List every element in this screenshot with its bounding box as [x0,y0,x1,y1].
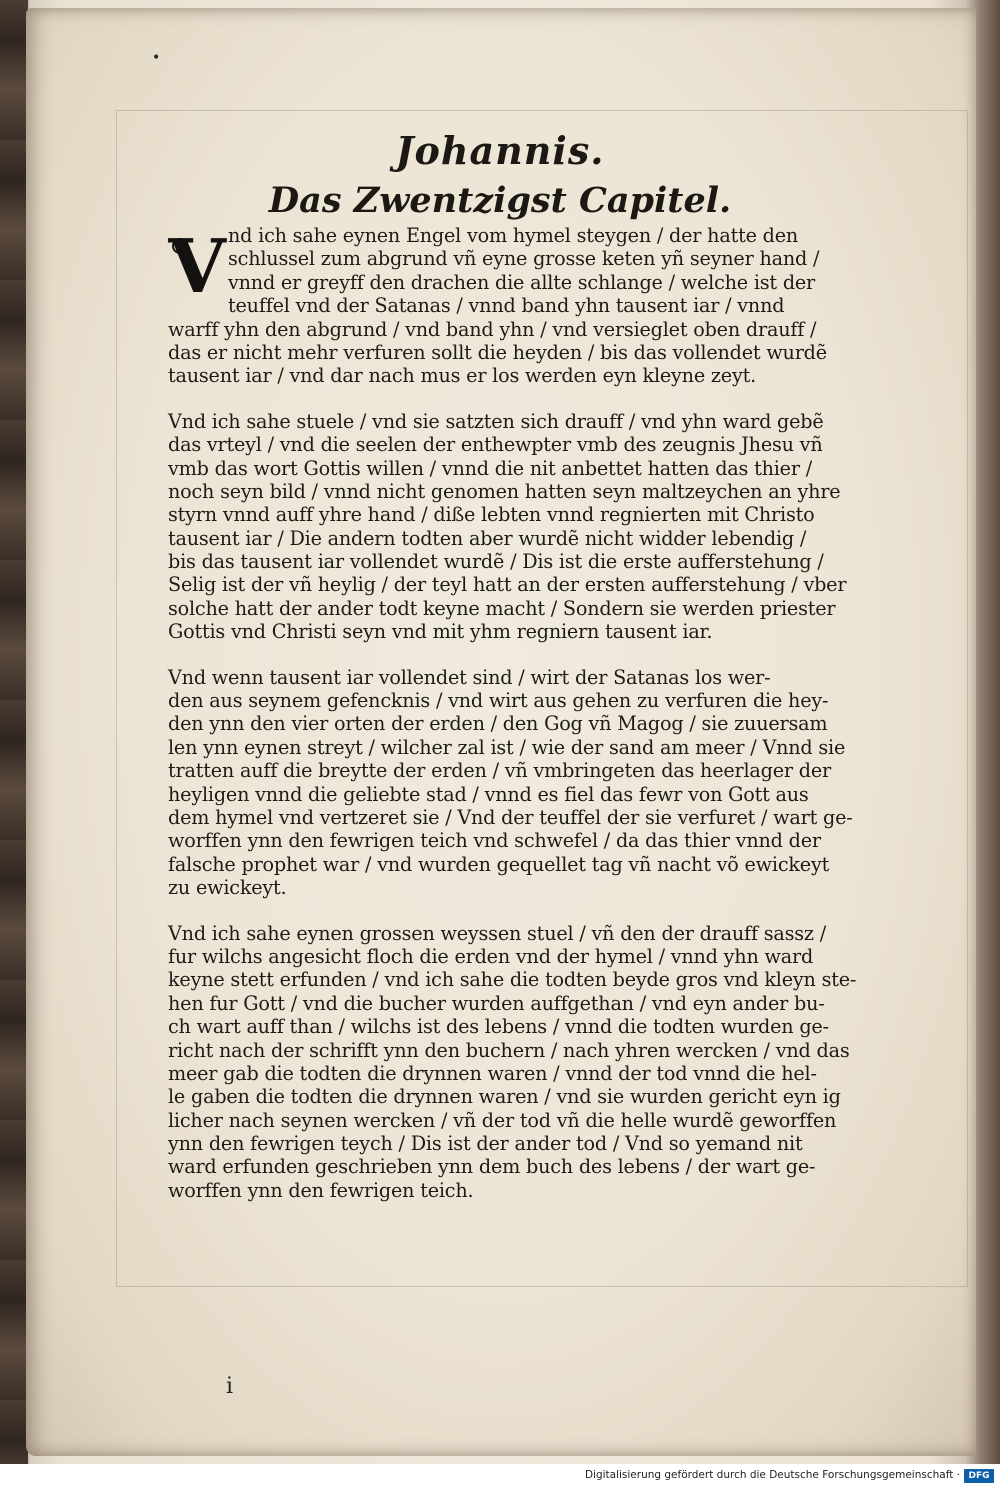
text-line: fur wilchs angesicht floch die erden vnd der hymel / vnnd yhn ward [168,944,814,968]
corner-mark: • [152,50,161,66]
text-line: ynn den fewrigen teych / Dis ist der ander tod / Vnd so yemand nit [168,1132,803,1156]
text-line: richt nach der schrifft ynn den buchern / nach yhren wercken / vnd das [168,1038,850,1062]
funding-credit: Digitalisierung gefördert durch die Deutsche Forschungsgemeinschaft · [584,1469,960,1481]
chapter-body [168,224,857,1224]
paragraph-1 [168,224,827,388]
text-line: ch wart auff than / wilchs ist des lebens / vnnd die todten wurden ge- [168,1015,829,1039]
text-line: den ynn den vier orten der erden / den Gog vñ Magog / sie zuuersam [168,712,828,736]
text-line: bis das tausent iar vollendet wurdẽ / Dis ist die erste aufferstehung / [168,550,824,574]
paragraph-3 [168,665,853,900]
text-line: Gottis vnd Christi seyn vnd mit yhm regniern tausent iar. [168,620,713,644]
page-signature-mark: i [226,1374,234,1399]
decorated-initial: V [166,228,228,306]
text-line: dem hymel vnd vertzeret sie / Vnd der teuffel der sie verfuret / wart ge- [168,805,853,829]
text-line: Vnd wenn tausent iar vollendet sind / wirt der Satanas los wer- [168,665,771,689]
text-line: den aus seynem gefencknis / vnd wirt aus gehen zu verfuren die hey- [168,689,829,713]
text-line: vnnd er greyff den drachen die allte schlange / welche ist der [228,270,816,294]
text-line: worffen ynn den fewrigen teich. [168,1178,474,1202]
paragraph-2 [168,409,847,644]
text-line: schlussel zum abgrund vñ eyne grosse keten yñ seyner hand / [228,247,820,271]
text-line: das vrteyl / vnd die seelen der enthewpter vmb des zeugnis Jhesu vñ [168,433,823,457]
text-line: hen fur Gott / vnd die bucher wurden auffgethan / vnd eyn ander bu- [168,991,825,1015]
text-line: heyligen vnnd die geliebte stad / vnnd es fiel das fewr von Gott aus [168,782,809,806]
text-line: teuffel vnd der Satanas / vnnd band yhn tausent iar / vnnd [228,294,785,318]
text-line: nd ich sahe eynen Engel vom hymel steygen / der hatte den [228,224,799,247]
text-line: styrn vnnd auff yhre hand / diße lebten vnnd regnierten mit Christo [168,503,815,527]
text-line: tausent iar / vnd dar nach mus er los werden eyn kleyne zeyt. [168,364,756,388]
text-line: tausent iar / Die andern todten aber wurdẽ nicht widder lebendig / [168,526,807,550]
text-line: Vnd ich sahe eynen grossen weyssen stuel / vñ den der drauff sassz / [168,921,827,945]
text-line: das er nicht mehr verfuren sollt die heyden / bis das vollendet wurdẽ [168,340,827,364]
text-line: ward erfunden geschrieben ynn dem buch des lebens / der wart ge- [168,1155,816,1179]
dfg-logo: DFG [964,1469,994,1483]
text-line: tratten auff die breytte der erden / vñ vmbringeten das heerlager der [168,759,831,783]
text-line: keyne stett erfunden / vnd ich sahe die todten beyde gros vnd kleyn ste- [168,968,857,992]
text-line: warff yhn den abgrund / vnd band yhn / vnd versieglet oben drauff / [168,317,817,341]
text-line: falsche prophet war / vnd wurden gequellet tag vñ nacht võ ewickeyt [168,852,830,876]
text-line: solche hatt der ander todt keyne macht / Sondern sie werden priester [168,596,836,620]
text-line: noch seyn bild / vnnd nicht genomen hatten seyn maltzeychen an yhre [168,479,841,503]
text-line: Selig ist der vñ heylig / der teyl hatt an der ersten aufferstehung / vber [168,573,847,597]
text-line: licher nach seynen wercken / vñ der tod vñ die helle wurdẽ geworffen [168,1108,837,1132]
text-line: Vnd ich sahe stuele / vnd sie satzten sich drauff / vnd yhn ward gebẽ [168,409,824,433]
footer-bar [0,1464,1000,1489]
text-line: le gaben die todten die drynnen waren / vnd sie wurden gericht eyn ig [168,1085,841,1109]
text-line: zu ewickeyt. [168,876,287,900]
running-head: Johannis. [395,128,605,173]
paragraph-4 [168,921,857,1203]
text-line: worffen ynn den fewrigen teich vnd schwefel / da das thier vnnd der [168,829,821,853]
text-line: vmb das wort Gottis willen / vnnd die nit anbettet hatten das thier / [168,456,812,480]
text-line: len ynn eynen streyt / wilcher zal ist / wie der sand am meer / Vnnd sie [168,735,846,759]
chapter-title: Das Zwentzigst Capitel. [268,180,732,221]
text-line: meer gab die todten die drynnen waren / vnnd der tod vnnd die hel- [168,1061,817,1085]
